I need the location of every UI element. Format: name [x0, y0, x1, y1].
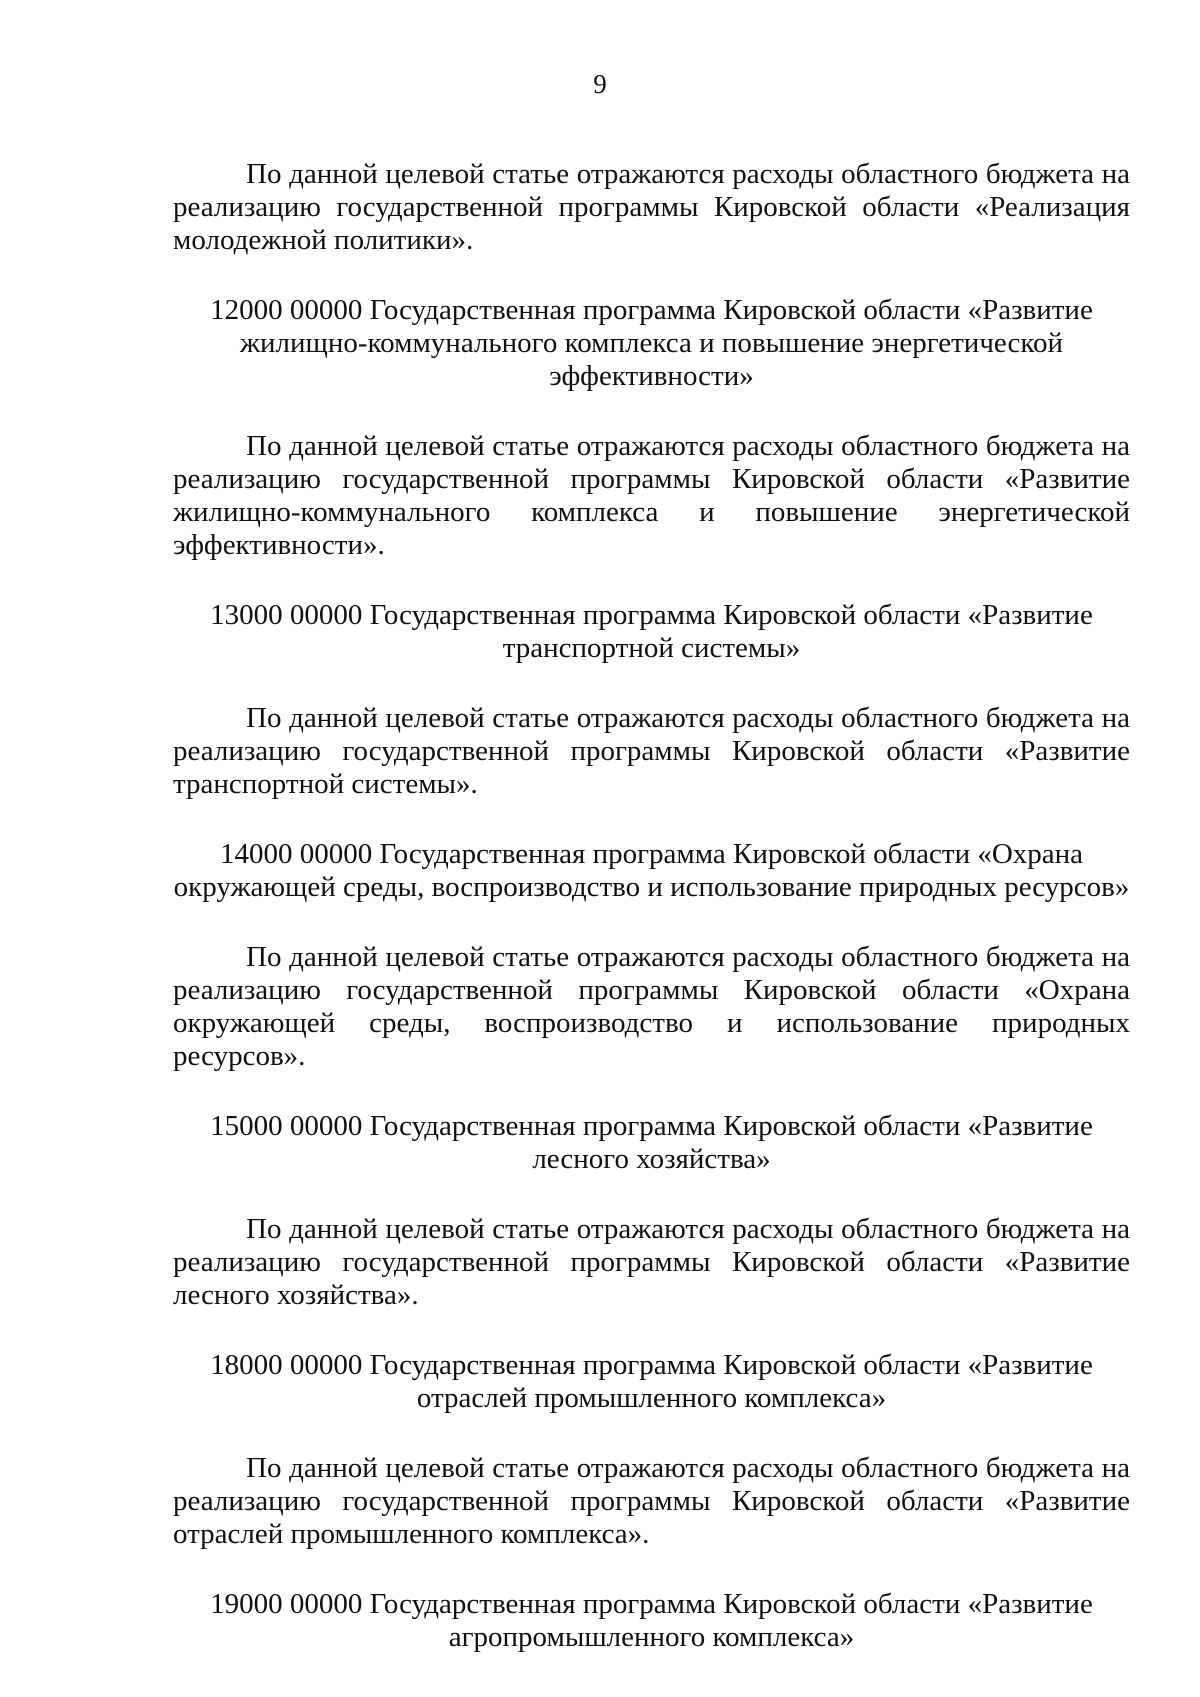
- page-number: 9: [593, 69, 607, 99]
- paragraph-youth-policy: По данной целевой статье отражаются расходы областного бюджета на реализацию государственной программы Кировской области «Реализация молодежной политики».: [173, 158, 1130, 256]
- paragraph-forestry: По данной целевой статье отражаются расходы областного бюджета на реализацию государственной программы Кировской области «Развитие лесного хозяйства».: [173, 1213, 1130, 1311]
- heading-14000: 14000 00000 Государственная программа Кировской области «Охрана окружающей среды, воспроизводство и использование природных ресурсов»: [173, 838, 1130, 903]
- heading-15000: 15000 00000 Государственная программа Кировской области «Развитие лесного хозяйства»: [210, 1110, 1093, 1175]
- document-body: [173, 158, 1130, 1691]
- heading-19000: 19000 00000 Государственная программа Кировской области «Развитие агропромышленного комплекса»: [210, 1588, 1093, 1653]
- heading-13000: 13000 00000 Государственная программа Кировской области «Развитие транспортной системы»: [210, 599, 1093, 664]
- paragraph-housing: По данной целевой статье отражаются расходы областного бюджета на реализацию государственной программы Кировской области «Развитие жилищно-коммунального комплекса и повышение энергетической эффективности».: [173, 430, 1130, 561]
- paragraph-industry: По данной целевой статье отражаются расходы областного бюджета на реализацию государственной программы Кировской области «Развитие отраслей промышленного комплекса».: [173, 1452, 1130, 1550]
- heading-12000: 12000 00000 Государственная программа Кировской области «Развитие жилищно-коммунального комплекса и повышение энергетической эффективности»: [210, 294, 1093, 392]
- heading-18000: 18000 00000 Государственная программа Кировской области «Развитие отраслей промышленного комплекса»: [210, 1349, 1093, 1414]
- paragraph-transport: По данной целевой статье отражаются расходы областного бюджета на реализацию государственной программы Кировской области «Развитие транспортной системы».: [173, 702, 1130, 800]
- paragraph-environment: По данной целевой статье отражаются расходы областного бюджета на реализацию государственной программы Кировской области «Охрана окружающей среды, воспроизводство и использование природных ресурсов».: [173, 941, 1130, 1072]
